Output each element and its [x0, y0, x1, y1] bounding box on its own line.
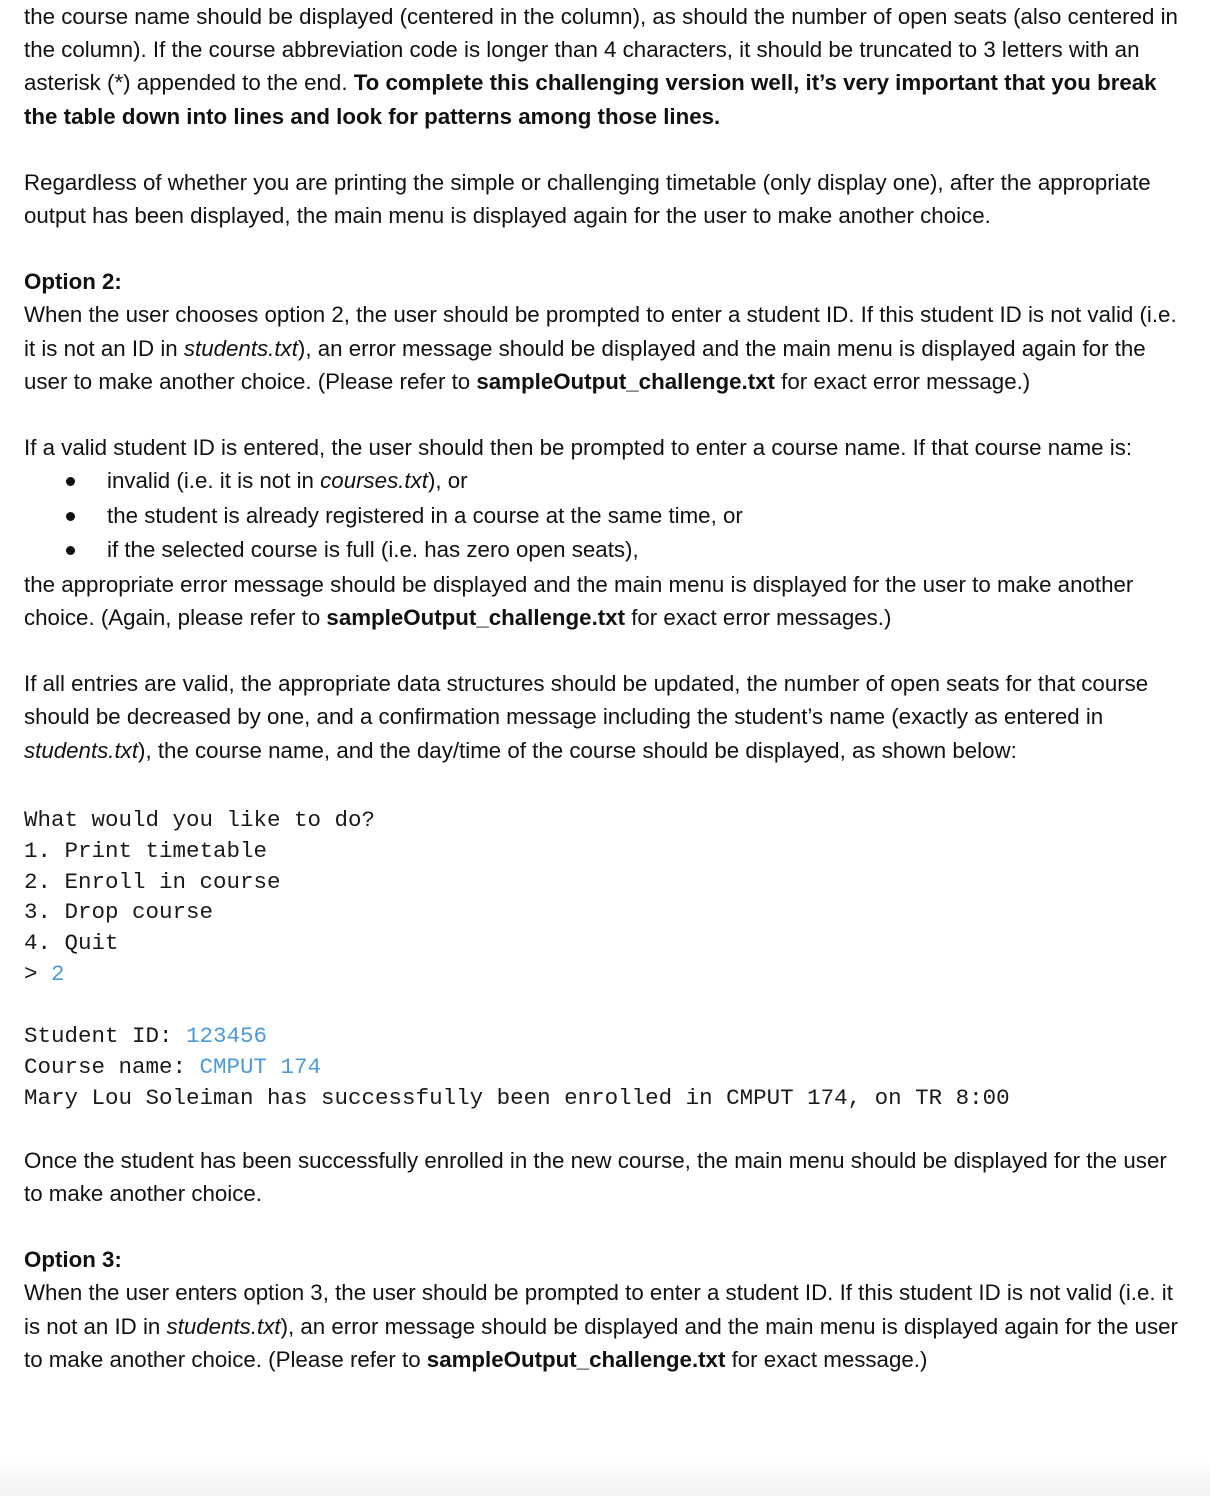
spacer [24, 133, 1184, 166]
error-text: the appropriate error message should be displayed and the main menu is displayed for the user to make another choice. (Again, please refer to [24, 571, 1134, 630]
students-file-ref: students.txt [183, 335, 298, 361]
regardless-paragraph: Regardless of whether you are printing the simple or challenging timetable (only display one), after the appropriate output has been displayed, the main menu is displayed again for the user to make another choice. [24, 169, 1151, 229]
bullet-icon [66, 546, 75, 555]
student-id-line [24, 1021, 1184, 1052]
once-paragraph: Once the student has been successfully enrolled in the new course, the main menu should be displayed for the user to make another choice. [24, 1147, 1167, 1207]
all-valid-text: ), the course name, and the day/time of the course should be displayed, as shown below: [138, 737, 1017, 763]
option-3-text: for exact message.) [725, 1346, 928, 1372]
sample-output-ref: sampleOutput_challenge.txt [476, 368, 775, 394]
student-id-label: Student ID: [24, 1023, 187, 1050]
intro-emphasis: To complete this challenging version well, it’s very important that you break the table down into lines and look for patterns among those lines. [24, 70, 1157, 129]
menu-item-3: 3. Drop course [24, 899, 214, 926]
list-item-text: invalid (i.e. it is not in [107, 468, 321, 494]
bullet-icon [66, 477, 75, 486]
option-3-paragraph [24, 1276, 1184, 1376]
spacer [24, 767, 1184, 805]
spacer [24, 398, 1184, 431]
menu-item-1: 1. Print timetable [24, 837, 268, 864]
bullet-icon [66, 512, 75, 521]
menu-item-2: 2. Enroll in course [24, 868, 281, 895]
option-2-text: for exact error message.) [774, 368, 1031, 394]
spacer [24, 634, 1184, 667]
option-3-text: When the user enters option 3, the user should be prompted to enter a student ID. If this student ID is not valid (i.e. it is not an ID in [24, 1280, 1173, 1339]
error-conditions-list [24, 464, 1184, 568]
list-item [24, 464, 1184, 499]
list-item-text: ), or [427, 468, 468, 494]
course-name-line [24, 1052, 1184, 1083]
error-text: for exact error messages.) [625, 604, 892, 630]
list-item-text: if the selected course is full (i.e. has zero open seats), [107, 537, 639, 563]
bottom-fade [0, 1456, 1210, 1496]
choice-value: 2 [51, 961, 65, 988]
spacer [24, 1114, 1184, 1144]
option-2-paragraph [24, 298, 1184, 398]
menu-item-4: 4. Quit [24, 930, 119, 957]
choice-prompt: > [24, 961, 52, 988]
option-3-text: ), an error message should be displayed and the main menu is displayed again for the user to make another choice. (Please refer to [24, 1313, 1178, 1372]
spacer [24, 232, 1184, 265]
course-name-value: CMPUT 174 [199, 1054, 322, 1080]
intro-text: the course name should be displayed (centered in the column), as should the number of open seats (also centered in the column). If the course abbreviation code is longer than 4 characters, it should be truncated to 3 letters with an asterisk (*) appended to the end. [24, 4, 1178, 96]
sample-output-ref: sampleOutput_challenge.txt [426, 1346, 726, 1372]
intro-paragraph [24, 0, 1184, 133]
students-file-ref: students.txt [166, 1313, 281, 1339]
error-paragraph [24, 568, 1184, 634]
blank-line [24, 990, 1184, 1021]
spacer [24, 1210, 1184, 1243]
sample-output-ref: sampleOutput_challenge.txt [326, 604, 626, 630]
students-file-ref: students.txt [24, 737, 139, 763]
option-2-heading: Option 2: [24, 269, 122, 295]
all-valid-text: If all entries are valid, the appropriate data structures should be updated, the number of open seats for that course should be decreased by one, and a confirmation message including the student’s name (exactly as entered in [24, 671, 1149, 730]
confirmation-message: Mary Lou Soleiman has successfully been enrolled in CMPUT 174, on TR 8:00 [24, 1084, 1010, 1111]
courses-file-ref: courses.txt [320, 468, 428, 494]
document-page [24, 0, 1184, 1376]
student-id-value: 123456 [186, 1023, 268, 1050]
option-2-text: ), an error message should be displayed and the main menu is displayed again for the user to make another choice. (Please refer to [24, 335, 1146, 394]
menu-prompt: What would you like to do? [24, 806, 376, 833]
list-item [24, 499, 1184, 534]
console-output [24, 805, 1184, 1114]
option-3-heading: Option 3: [24, 1247, 122, 1273]
choice-line [24, 959, 1184, 990]
option-2-text: When the user chooses option 2, the user should be prompted to enter a student ID. If this student ID is not valid (i.e. it is not an ID in [24, 302, 1177, 361]
list-item [24, 533, 1184, 568]
list-item-text: the student is already registered in a course at the same time, or [107, 502, 743, 528]
all-valid-paragraph [24, 667, 1184, 767]
course-name-label: Course name: [24, 1054, 200, 1080]
valid-id-paragraph: If a valid student ID is entered, the user should then be prompted to enter a course name. If that course name is: [24, 435, 1133, 461]
